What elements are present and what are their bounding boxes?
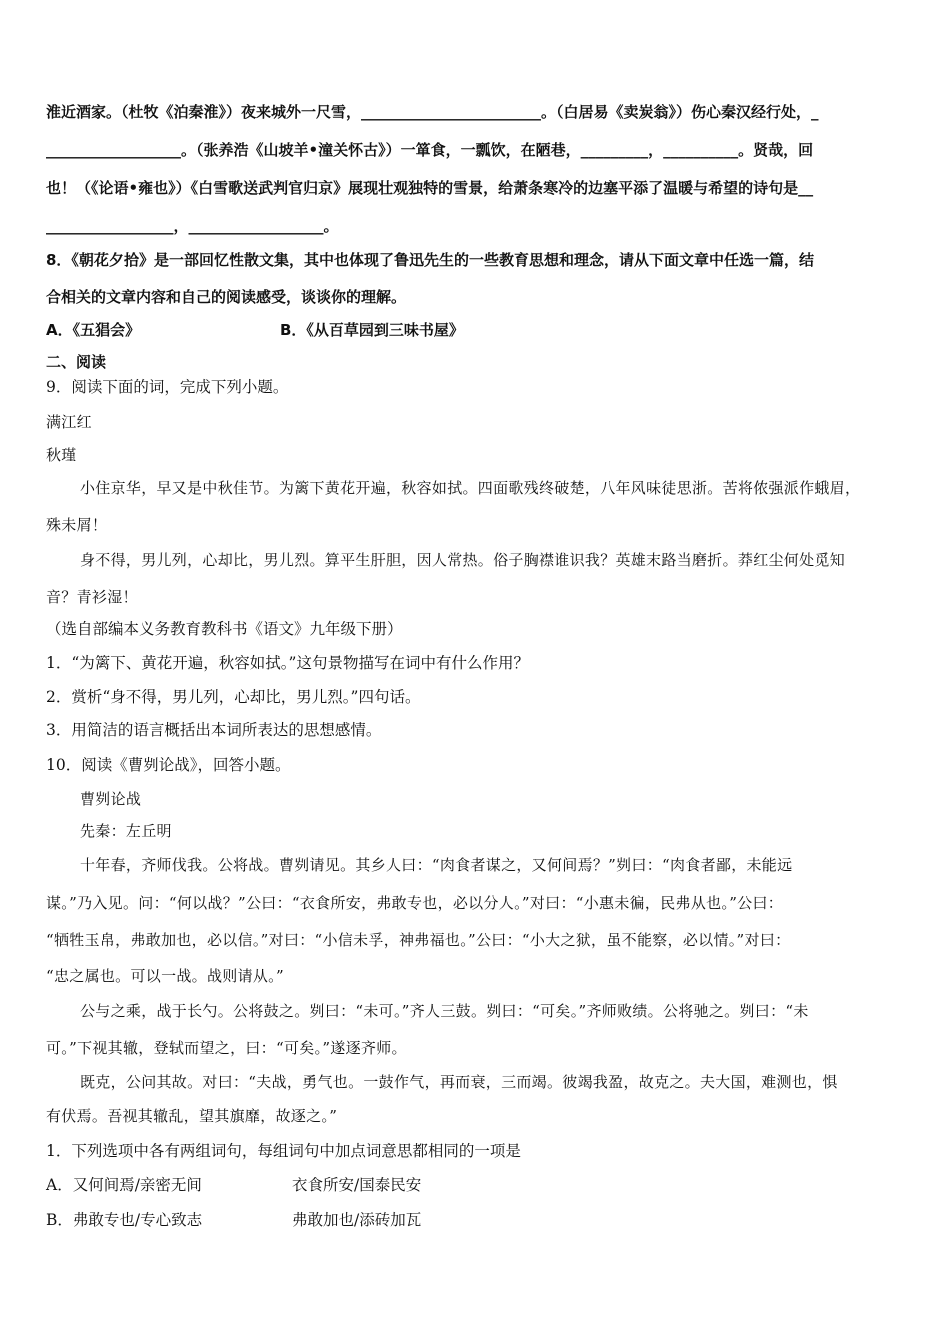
- q10-sub-question-1: 1．下列选项中各有两组词句，每组词句中加点词意思都相同的一项是: [46, 1142, 521, 1160]
- passage-title: 曹刿论战: [80, 790, 142, 808]
- passage-p3-line-2: 有伏焉。吾视其辙乱，望其旗靡，故逐之。”: [46, 1107, 338, 1125]
- poem-author: 秋瑾: [46, 446, 77, 464]
- section-heading-reading: 二、阅读: [46, 353, 107, 371]
- q9-intro: 9．阅读下面的词，完成下列小题。: [46, 378, 289, 396]
- passage-p1-line-3: “牺牲玉帛，弗敢加也，必以信。”对曰：“小信未孚，神弗福也。”公曰：“小大之狱，虽不能察，必以情。”对曰：: [46, 931, 791, 949]
- passage-p3-line-1: 既克，公问其故。对曰：“夫战，勇气也。一鼓作气，再而衰，三而竭。彼竭我盈，故克之。夫大国，难测也，惧: [80, 1073, 838, 1091]
- passage-p2-line-1: 公与之乘，战于长勺。公将鼓之。刿曰：“未可。”齐人三鼓。刿曰：“可矣。”齐师败绩。公将驰之。刿曰：“未: [80, 1002, 809, 1020]
- poem-stanza-2-line-2: 音？青衫湿！: [46, 588, 138, 606]
- poem-title: 满江红: [46, 413, 92, 431]
- poem-stanza-1-line-2: 殊未屑！: [46, 516, 108, 534]
- q10-intro: 10．阅读《曹刿论战》，回答小题。: [46, 756, 291, 774]
- option-a-pair-2: 衣食所安/国泰民安: [292, 1176, 422, 1194]
- q10-option-a: [46, 1175, 422, 1195]
- q8-option-b: B．《从百草园到三味书屋》: [280, 321, 464, 339]
- passage-p1-line-4: “忠之属也。可以一战。战则请从。”: [46, 967, 284, 985]
- option-b-pair-1: 弗敢专也/专心致志: [72, 1211, 203, 1229]
- q7-line-4: _________________，__________________。: [46, 217, 339, 235]
- q8-line-2: 合相关的文章内容和自己的阅读感受，谈谈你的理解。: [46, 288, 407, 306]
- q8-line-1: 8．《朝花夕拾》是一部回忆性散文集，其中也体现了鲁迅先生的一些教育思想和理念，请从下面文章中任选一篇，结: [46, 251, 814, 269]
- option-a-pair-1: 又何间焉/亲密无间: [72, 1176, 202, 1194]
- q7-line-1: 淮近酒家。（杜牧《泊秦淮》）夜来城外一尺雪，________________________。（白居易《卖炭翁》）伤心秦汉经行处，_: [46, 103, 819, 121]
- poem-stanza-1-line-1: 小住京华，早又是中秋佳节。为篱下黄花开遍，秋容如拭。四面歌残终破楚，八年风味徒思浙。苦将侬强派作蛾眉，: [80, 479, 861, 497]
- option-b-pair-2: 弗敢加也/添砖加瓦: [292, 1211, 422, 1229]
- passage-author: 先秦：左丘明: [80, 822, 172, 840]
- poem-stanza-2-line-1: 身不得，男儿列，心却比，男儿烈。算平生肝胆，因人常热。俗子胸襟谁识我？英雄末路当磨折。莽红尘何处觅知: [80, 551, 846, 569]
- option-b-label: B．: [46, 1211, 73, 1229]
- q8-option-a: A．《五猖会》: [46, 321, 141, 339]
- q9-sub-question-2: 2．赏析“身不得，男儿列，心却比，男儿烈。”四句话。: [46, 688, 421, 706]
- q7-line-2: __________________。（张养浩《山坡羊•潼关怀古》）一箪食，一瓢饮，在陋巷，_________，__________。贤哉，回: [46, 141, 814, 159]
- poem-source: （选自部编本义务教育教科书《语文》九年级下册）: [46, 620, 403, 638]
- q10-option-b: [46, 1210, 422, 1230]
- q7-line-3: 也！（《论语•雍也》）《白雪歌送武判官归京》展现壮观独特的雪景，给萧条寒冷的边塞平添了温暖与希望的诗句是__: [46, 179, 814, 197]
- q9-sub-question-3: 3．用简洁的语言概括出本词所表达的思想感情。: [46, 721, 382, 739]
- passage-p2-line-2: 可。”下视其辙，登轼而望之，曰：“可矣。”遂逐齐师。: [46, 1039, 407, 1057]
- q8-options: [46, 320, 464, 340]
- passage-p1-line-2: 谋。”乃入见。问：“何以战？”公曰：“衣食所安，弗敢专也，必以分人。”对曰：“小惠未徧，民弗从也。”公曰：: [46, 894, 784, 912]
- q9-sub-question-1: 1．“为篱下、黄花开遍，秋容如拭。”这句景物描写在词中有什么作用？: [46, 654, 529, 672]
- option-a-label: A．: [46, 1176, 73, 1194]
- passage-p1-line-1: 十年春，齐师伐我。公将战。曹刿请见。其乡人曰：“肉食者谋之，又何间焉？”刿曰：“肉食者鄙，未能远: [80, 856, 793, 874]
